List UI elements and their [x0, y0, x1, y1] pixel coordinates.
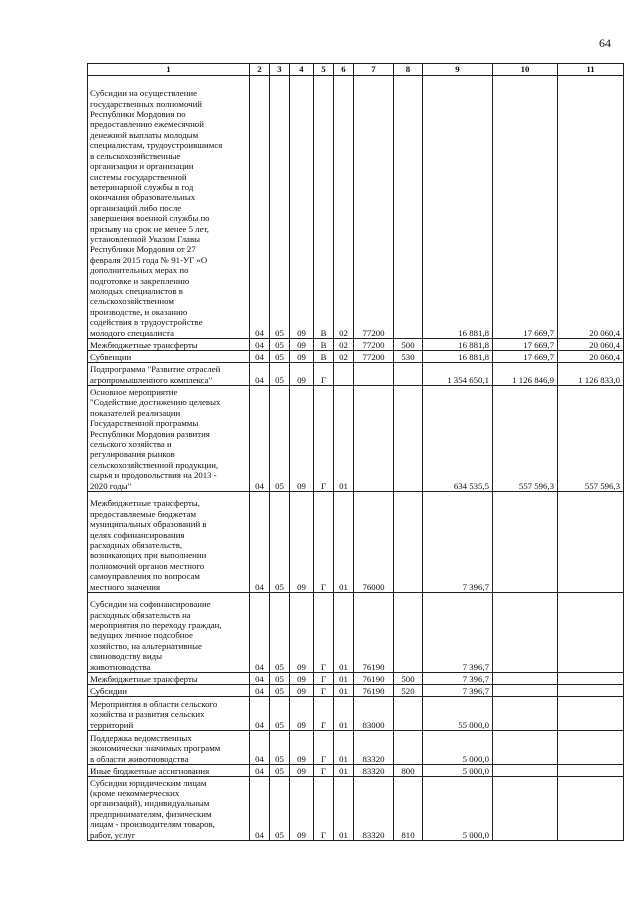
amount-cell: 5 000,0: [423, 777, 493, 841]
header-cell: 2: [250, 64, 270, 76]
amount-cell: 557 596,3: [493, 386, 558, 492]
row-description: [88, 593, 250, 673]
code-cell: [394, 386, 423, 492]
table-row: [88, 386, 624, 492]
amount-cell: 5 000,0: [423, 765, 493, 777]
row-description-text: Субсидии на софинансирование расходных обязательств на мероприятия по переходу граждан, ведущих личное подсобное хозяйство, на альтернативные свиноводству виды животноводства: [90, 599, 222, 672]
code-cell: Г: [314, 363, 334, 386]
amount-cell: 55 000,0: [423, 697, 493, 731]
header-cell: 9: [423, 64, 493, 76]
code-cell: [394, 76, 423, 339]
code-cell: 77200: [354, 339, 394, 351]
table-row: [88, 731, 624, 765]
code-cell: 09: [290, 363, 314, 386]
table-row: [88, 76, 624, 339]
row-description-text: Субсидии: [90, 685, 127, 696]
row-description: [88, 386, 250, 492]
header-cell: 7: [354, 64, 394, 76]
amount-cell: 557 596,3: [558, 386, 624, 492]
code-cell: 09: [290, 765, 314, 777]
amount-cell: [558, 697, 624, 731]
code-cell: 800: [394, 765, 423, 777]
amount-cell: 7 396,7: [423, 593, 493, 673]
amount-cell: [493, 593, 558, 673]
code-cell: 05: [270, 76, 290, 339]
header-cell: 1: [88, 64, 250, 76]
code-cell: 77200: [354, 76, 394, 339]
code-cell: 530: [394, 351, 423, 363]
row-description-text: Межбюджетные трансферты: [90, 673, 198, 684]
code-cell: 02: [334, 351, 354, 363]
amount-cell: [558, 765, 624, 777]
code-cell: 04: [250, 492, 270, 593]
header-cell: 6: [334, 64, 354, 76]
header-cell: 3: [270, 64, 290, 76]
header-cell: 10: [493, 64, 558, 76]
code-cell: 01: [334, 593, 354, 673]
header-cell: 5: [314, 64, 334, 76]
code-cell: Г: [314, 386, 334, 492]
amount-cell: 17 669,7: [493, 351, 558, 363]
row-description: [88, 765, 250, 777]
code-cell: 04: [250, 765, 270, 777]
row-description: [88, 339, 250, 351]
code-cell: 76190: [354, 673, 394, 685]
row-description-text: Мероприятия в области сельского хозяйства и развития сельских территорий: [90, 698, 218, 730]
code-cell: 01: [334, 673, 354, 685]
code-cell: В: [314, 351, 334, 363]
row-description: [88, 76, 250, 339]
row-description-text: Подпрограмма "Развитие отраслей агропромышленного комплекса": [90, 364, 221, 385]
row-description: [88, 731, 250, 765]
code-cell: 09: [290, 697, 314, 731]
row-description-text: Субсидии юридическим лицам (кроме некоммерческих организаций), индивидуальным предпринимателям, физическим лицам - производителям товаров, работ, услуг: [90, 777, 215, 840]
header-row: [88, 64, 624, 76]
table-row: [88, 777, 624, 841]
code-cell: 500: [394, 673, 423, 685]
code-cell: 02: [334, 339, 354, 351]
code-cell: 05: [270, 697, 290, 731]
code-cell: 83320: [354, 731, 394, 765]
row-description: [88, 685, 250, 697]
amount-cell: 16 881,8: [423, 339, 493, 351]
amount-cell: 1 126 833,0: [558, 363, 624, 386]
code-cell: 04: [250, 351, 270, 363]
amount-cell: 17 669,7: [493, 339, 558, 351]
code-cell: Г: [314, 593, 334, 673]
code-cell: 01: [334, 386, 354, 492]
code-cell: 83320: [354, 777, 394, 841]
code-cell: [394, 697, 423, 731]
code-cell: [394, 593, 423, 673]
amount-cell: 17 669,7: [493, 76, 558, 339]
row-description: [88, 363, 250, 386]
code-cell: 09: [290, 386, 314, 492]
row-description-text: Межбюджетные трансферты, предоставляемые бюджетам муниципальных образований в целях софинансирования расходных обязательств, возникающих при выполнении полномочий органов местного самоуправления по вопросам местного значения: [90, 498, 207, 592]
row-description-text: Межбюджетные трансферты: [90, 339, 198, 350]
code-cell: 01: [334, 777, 354, 841]
page-number: 64: [599, 36, 611, 50]
code-cell: [394, 731, 423, 765]
code-cell: 04: [250, 697, 270, 731]
table-row: [88, 673, 624, 685]
code-cell: 05: [270, 685, 290, 697]
row-description: [88, 777, 250, 841]
amount-cell: [558, 731, 624, 765]
code-cell: 05: [270, 593, 290, 673]
code-cell: [394, 363, 423, 386]
budget-table: [87, 63, 624, 841]
amount-cell: [558, 777, 624, 841]
code-cell: 05: [270, 731, 290, 765]
amount-cell: [493, 673, 558, 685]
code-cell: 810: [394, 777, 423, 841]
code-cell: 05: [270, 777, 290, 841]
code-cell: 01: [334, 765, 354, 777]
code-cell: 520: [394, 685, 423, 697]
table-row: [88, 351, 624, 363]
table-row: [88, 685, 624, 697]
code-cell: 76190: [354, 593, 394, 673]
code-cell: 05: [270, 386, 290, 492]
code-cell: 04: [250, 339, 270, 351]
code-cell: 09: [290, 685, 314, 697]
amount-cell: 20 060,4: [558, 339, 624, 351]
amount-cell: 20 060,4: [558, 351, 624, 363]
code-cell: 05: [270, 339, 290, 351]
row-description-text: Основное мероприятие "Содействие достижению целевых показателей реализации Государственной программы Республики Мордовия развития сельского хозяйства и регулирования рынков сельскохозяйственной продукции, сырья и продовольствия на 2013 - 2020 годы": [90, 386, 221, 491]
code-cell: 76190: [354, 685, 394, 697]
amount-cell: [493, 697, 558, 731]
amount-cell: [558, 492, 624, 593]
amount-cell: [493, 765, 558, 777]
code-cell: Г: [314, 673, 334, 685]
amount-cell: 1 126 846,9: [493, 363, 558, 386]
code-cell: 76000: [354, 492, 394, 593]
code-cell: Г: [314, 777, 334, 841]
code-cell: 09: [290, 593, 314, 673]
code-cell: [354, 363, 394, 386]
code-cell: [354, 386, 394, 492]
amount-cell: [558, 685, 624, 697]
row-description-text: Субвенции: [90, 351, 132, 362]
row-description: [88, 492, 250, 593]
header-cell: 8: [394, 64, 423, 76]
table-row: [88, 363, 624, 386]
code-cell: 04: [250, 76, 270, 339]
code-cell: 01: [334, 731, 354, 765]
code-cell: [334, 363, 354, 386]
code-cell: 01: [334, 492, 354, 593]
amount-cell: [558, 673, 624, 685]
code-cell: Г: [314, 685, 334, 697]
code-cell: 09: [290, 76, 314, 339]
code-cell: Г: [314, 731, 334, 765]
code-cell: 500: [394, 339, 423, 351]
amount-cell: [493, 731, 558, 765]
header-cell: 11: [558, 64, 624, 76]
amount-cell: [558, 593, 624, 673]
code-cell: Г: [314, 765, 334, 777]
amount-cell: 16 881,8: [423, 76, 493, 339]
code-cell: 09: [290, 339, 314, 351]
amount-cell: 1 354 650,1: [423, 363, 493, 386]
table-row: [88, 492, 624, 593]
code-cell: В: [314, 76, 334, 339]
code-cell: 05: [270, 492, 290, 593]
amount-cell: 7 396,7: [423, 673, 493, 685]
code-cell: 01: [334, 685, 354, 697]
code-cell: 09: [290, 351, 314, 363]
code-cell: 05: [270, 363, 290, 386]
code-cell: Г: [314, 492, 334, 593]
code-cell: 04: [250, 593, 270, 673]
amount-cell: 634 535,5: [423, 386, 493, 492]
code-cell: 05: [270, 765, 290, 777]
code-cell: 83000: [354, 697, 394, 731]
code-cell: 09: [290, 673, 314, 685]
amount-cell: 20 060,4: [558, 76, 624, 339]
code-cell: 09: [290, 492, 314, 593]
code-cell: 04: [250, 777, 270, 841]
code-cell: 04: [250, 685, 270, 697]
code-cell: [394, 492, 423, 593]
row-description: [88, 351, 250, 363]
row-description-text: Иные бюджетные ассигнования: [90, 765, 210, 776]
row-description: [88, 673, 250, 685]
code-cell: Г: [314, 697, 334, 731]
code-cell: 09: [290, 777, 314, 841]
row-description: [88, 697, 250, 731]
code-cell: 02: [334, 76, 354, 339]
code-cell: 83320: [354, 765, 394, 777]
code-cell: 77200: [354, 351, 394, 363]
row-description-text: Поддержка ведомственных экономически значимых программ в области животноводства: [90, 732, 221, 764]
code-cell: 05: [270, 351, 290, 363]
amount-cell: 16 881,8: [423, 351, 493, 363]
amount-cell: [493, 492, 558, 593]
amount-cell: [493, 777, 558, 841]
amount-cell: [493, 685, 558, 697]
amount-cell: 7 396,7: [423, 685, 493, 697]
table-row: [88, 593, 624, 673]
code-cell: 05: [270, 673, 290, 685]
row-description-text: Субсидии на осуществление государственных полномочий Республики Мордовия по предоставлению ежемесячной денежной выплаты молодым специалистам, трудоустроившимся в сельскохозяйственные организации и организации системы государственной ветеринарной службы в год окончания образовательных организаций либо после завершения военной службы по призыву на срок не менее 5 лет, установленной Указом Главы Республики Мордовия от 27 февраля 2015 года № 91-УГ «О дополнительных мерах по подготовке и закреплению молодых специалистов в сельскохозяйственном производстве, и оказанию содействия в трудоустройстве молодого специалиста: [90, 88, 223, 338]
header-cell: 4: [290, 64, 314, 76]
code-cell: 04: [250, 673, 270, 685]
table-row: [88, 339, 624, 351]
amount-cell: 7 396,7: [423, 492, 493, 593]
table-row: [88, 765, 624, 777]
code-cell: 09: [290, 731, 314, 765]
code-cell: В: [314, 339, 334, 351]
table-row: [88, 697, 624, 731]
code-cell: 01: [334, 697, 354, 731]
code-cell: 04: [250, 386, 270, 492]
amount-cell: 5 000,0: [423, 731, 493, 765]
code-cell: 04: [250, 731, 270, 765]
code-cell: 04: [250, 363, 270, 386]
